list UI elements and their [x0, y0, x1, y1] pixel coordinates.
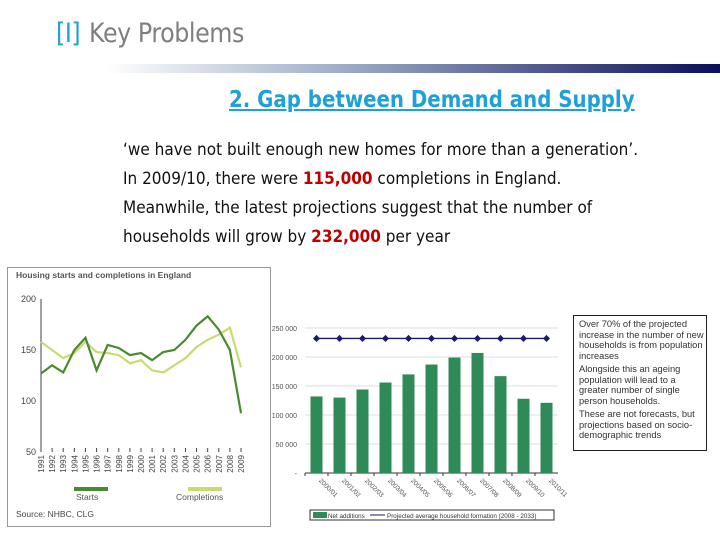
- projection-marker: [520, 335, 527, 342]
- household-growth-figure: 232,000: [311, 227, 381, 247]
- projection-marker: [497, 335, 504, 342]
- legend-label: Projected average household formation (2008 - 2033): [387, 513, 537, 520]
- y-tick-label: 200: [20, 294, 36, 304]
- bar: [472, 353, 484, 473]
- body-line: ‘we have not built enough new homes for more than a generation’.: [123, 140, 639, 160]
- projection-marker: [336, 335, 343, 342]
- legend-label: Starts: [76, 492, 99, 502]
- y-tick-label: 250 000: [271, 326, 297, 333]
- bar: [334, 398, 346, 473]
- title-divider: [105, 64, 720, 73]
- series-line-completions: [41, 328, 241, 373]
- net-additions-bar-chart: [270, 312, 570, 529]
- x-tick-label: 1998: [114, 455, 124, 473]
- body-text: [123, 136, 638, 252]
- projection-note-box: [573, 315, 707, 451]
- x-tick-label: 2005/06: [432, 477, 454, 500]
- x-tick-label: 2008/09: [501, 477, 523, 500]
- x-tick-label: 2009: [237, 455, 246, 473]
- chart-source: Source: NHBC, CLG: [16, 509, 94, 519]
- slide-title: [56, 18, 244, 49]
- x-tick-label: 2003/04: [386, 477, 408, 500]
- projection-marker: [313, 335, 320, 342]
- bar: [426, 365, 438, 473]
- x-tick-label: 1997: [103, 455, 113, 473]
- completions-figure: 115,000: [302, 169, 373, 189]
- bar: [311, 396, 323, 473]
- note-paragraph: Over 70% of the projected increase in the number of new households is from population increases: [579, 319, 704, 361]
- note-paragraph: Alongside this an ageing population will lead to a greater number of single person households.: [579, 364, 681, 406]
- y-tick-label: -: [294, 471, 297, 478]
- body-line: Meanwhile, the latest projections suggest that the number of: [123, 198, 593, 218]
- bar: [495, 376, 507, 473]
- legend-label: Completions: [176, 492, 224, 502]
- x-tick-label: 1992: [48, 455, 58, 473]
- x-tick-label: 2008: [225, 455, 235, 473]
- x-tick-label: 1993: [59, 455, 69, 473]
- x-tick-label: 2007/08: [478, 477, 500, 500]
- bar: [518, 399, 530, 473]
- section-number: [I]: [56, 18, 81, 49]
- y-tick-label: 50: [25, 447, 36, 457]
- legend-swatch: [188, 487, 222, 491]
- x-tick-label: 1991: [37, 455, 46, 473]
- x-tick-label: 2005: [192, 455, 202, 473]
- projection-marker: [474, 335, 481, 342]
- x-tick-label: 2006: [203, 455, 213, 473]
- x-tick-label: 2010/11: [547, 477, 569, 499]
- title-text: Key Problems: [89, 18, 244, 49]
- y-tick-label: 50 000: [275, 442, 297, 449]
- chart-title: Housing starts and completions in England: [16, 270, 192, 280]
- projection-marker: [543, 335, 550, 342]
- note-paragraph: These are not forecasts, but projections based on socio-demographic trends: [579, 409, 695, 440]
- x-tick-label: 2009/10: [524, 477, 546, 500]
- bar: [449, 358, 461, 473]
- bar: [380, 383, 392, 473]
- x-tick-label: 1999: [125, 455, 135, 473]
- projection-marker: [405, 335, 412, 342]
- body-line: In 2009/10, there were 115,000 completions in England.: [123, 169, 562, 189]
- body-line: households will grow by 232,000 per year: [123, 227, 451, 247]
- projection-marker: [451, 335, 458, 342]
- projection-marker: [382, 335, 389, 342]
- series-line-starts: [41, 316, 241, 413]
- y-tick-label: 150: [20, 345, 36, 355]
- x-tick-label: 2002/03: [363, 477, 385, 500]
- bar: [541, 403, 553, 473]
- x-tick-label: 2001: [148, 455, 158, 473]
- y-tick-label: 100: [20, 396, 36, 406]
- x-tick-label: 2000: [137, 455, 146, 473]
- y-tick-label: 200 000: [271, 355, 297, 362]
- bar: [403, 374, 415, 473]
- housing-line-chart: [7, 267, 271, 527]
- x-tick-label: 1996: [92, 455, 102, 473]
- legend-label: Net additions: [328, 513, 365, 520]
- x-tick-label: 2004: [181, 455, 191, 473]
- projection-marker: [428, 335, 435, 342]
- legend-swatch: [74, 487, 108, 491]
- y-tick-label: 100 000: [271, 413, 297, 420]
- x-tick-label: 2002: [159, 455, 169, 473]
- x-tick-label: 2004/05: [409, 477, 431, 500]
- legend-swatch: [313, 512, 327, 518]
- y-tick-label: 150 000: [271, 384, 297, 391]
- x-tick-label: 1995: [81, 455, 91, 473]
- x-tick-label: 2000/01: [317, 477, 339, 500]
- x-tick-label: 2001/02: [340, 477, 362, 500]
- slide-subtitle: 2. Gap between Demand and Supply: [229, 87, 635, 113]
- x-tick-label: 2007: [214, 455, 224, 473]
- x-tick-label: 2006/07: [455, 477, 477, 500]
- projection-marker: [359, 335, 366, 342]
- x-tick-label: 2003: [170, 455, 180, 473]
- x-tick-label: 1994: [70, 455, 80, 473]
- bar: [357, 389, 369, 473]
